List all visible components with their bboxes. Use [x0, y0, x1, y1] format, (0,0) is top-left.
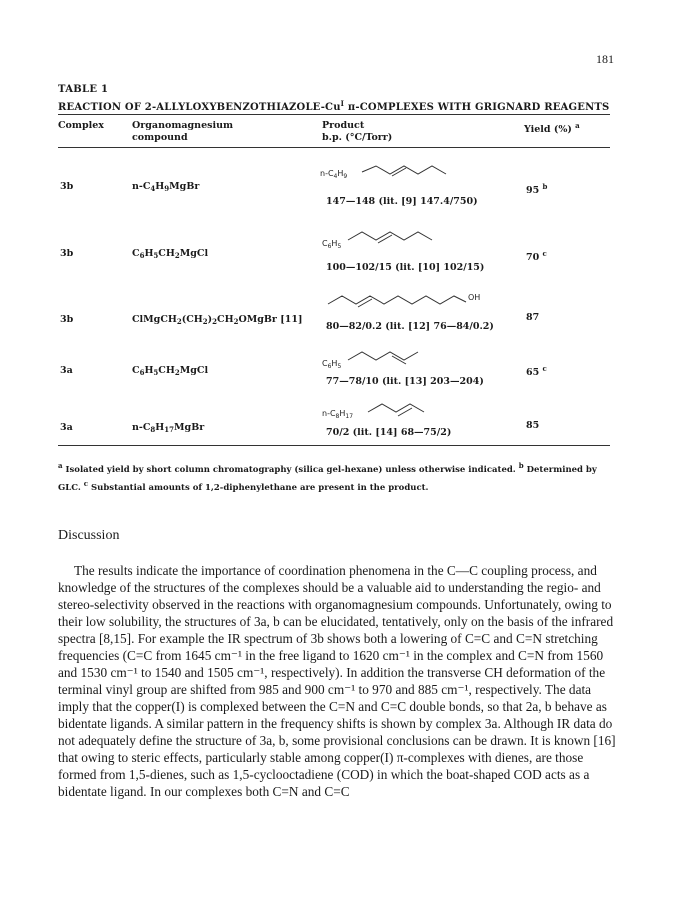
- row3-yield: 87: [526, 312, 540, 323]
- row1-yield: 95 $^b$: [526, 182, 548, 196]
- row3-complex: 3b: [60, 314, 74, 325]
- row4-yield: 65 $^c$: [526, 364, 547, 378]
- table-title: REACTION OF $2-ALLYLOXYBENZOTHIAZOLE-Cu^I$ π-COMPLEXES WITH GRIGNARD REAGENTS: [58, 99, 610, 113]
- row5-structure: [320, 400, 470, 426]
- table-bottom-rule: [58, 445, 610, 446]
- row4-bp: 77—78/10 (lit. [13] 203—204): [326, 376, 484, 387]
- header-product: Product b.p. (°C/Torr): [322, 120, 393, 143]
- row2-reagent: $C_6H_5CH_2MgCl$: [132, 248, 209, 260]
- table-footnote: $^a$ Isolated yield by short column chromatography (silica gel-hexane) unless otherwise indicated. $^b$ Determined by GLC. $^c$ Substantial amounts of 1,2-diphenylethane are present in the product.: [58, 461, 597, 493]
- svg-text:C6H5: $C_6H_5$: [322, 359, 342, 370]
- header-organomagnesium: Organomagnesium compound: [132, 120, 234, 143]
- row1-bp: 147—148 (lit. [9] 147.4/750): [326, 196, 478, 207]
- row3-structure-label: OH: [468, 293, 481, 302]
- section-heading: Discussion: [58, 528, 120, 543]
- table-header-rule: [58, 147, 610, 148]
- row5-reagent: $n-C_8H_{17}MgBr$: [132, 422, 205, 434]
- row5-bp: 70/2 (lit. [14] 68—75/2): [326, 427, 452, 438]
- row5-complex: 3a: [60, 422, 73, 433]
- row1-structure: [320, 160, 470, 186]
- page-number: 181: [596, 52, 614, 66]
- table-top-rule: [58, 114, 610, 115]
- header-complex: Complex: [58, 120, 104, 131]
- discussion-body: [58, 562, 618, 800]
- row4-complex: 3a: [60, 365, 73, 376]
- row4-structure: [320, 348, 470, 374]
- table-label: TABLE 1: [58, 84, 109, 95]
- row1-complex: 3b: [60, 181, 74, 192]
- row1-reagent: $n-C_4H_9MgBr$: [132, 181, 200, 193]
- header-yield: Yield (%) $^a$: [524, 121, 580, 135]
- row2-complex: 3b: [60, 248, 74, 259]
- row2-structure: [320, 226, 470, 254]
- row5-yield: 85: [526, 420, 540, 431]
- svg-text:n-C4H9: $n-C_4H_9$: [320, 169, 348, 180]
- row3-bp: 80—82/0.2 (lit. [12] 76—84/0.2): [326, 321, 494, 332]
- row2-yield: 70 $^c$: [526, 249, 547, 263]
- row3-reagent: $ClMgCH_2(CH_2)_2CH_2OMgBr$ [11]: [132, 314, 303, 326]
- discussion-paragraph: The results indicate the importance of coordination phenomena in the C—C coupling process, and knowledge of the structures of the complexes should be a valuable aid to understanding the regio- and stereo-selectivity observed in the reactions with organomagnesium compounds. Unfortunately, owing to their low solubility, the structures of 3a, b can be elucidated, tentatively, only on the basis of the infrared spectra [8,15]. For example the IR spectrum of 3b shows both a lowering of C=C and C=N stretching frequencies (C=C from 1645 cm⁻¹ in the free ligand to 1620 cm⁻¹ in the complex and C=N from 1560 and 1530 cm⁻¹ to 1540 and 1505 cm⁻¹, respectively). In addition the transverse CH deformation of the terminal vinyl group are shifted from 985 and 900 cm⁻¹ to 970 and 885 cm⁻¹, respectively. The data imply that the copper(I) is complexed between the C=N and C=C double bonds, so that 2a, b behave as bidentate ligands. A similar pattern in the frequency shifts is shown by complex 3a. Although IR data do not adequately define the structure of 3a, b, some provisional conclusions can be drawn. It is known [16] that owing to steric effects, particularly stable among copper(I) π-complexes with dienes, are those formed from 1,5-dienes, such as 1,5-cyclooctadiene (COD) in which the boat-shaped COD acts as a bidentate ligand. In our complexes both C=N and C=C: [58, 563, 616, 799]
- row4-reagent: $C_6H_5CH_2MgCl$: [132, 365, 209, 377]
- svg-text:C6H5: $C_6H_5$: [322, 239, 342, 250]
- row2-bp: 100—102/15 (lit. [10] 102/15): [326, 262, 485, 273]
- row3-structure: [320, 290, 490, 314]
- svg-text:n-C8H17: $n-C_8H_{17}$: [322, 409, 354, 420]
